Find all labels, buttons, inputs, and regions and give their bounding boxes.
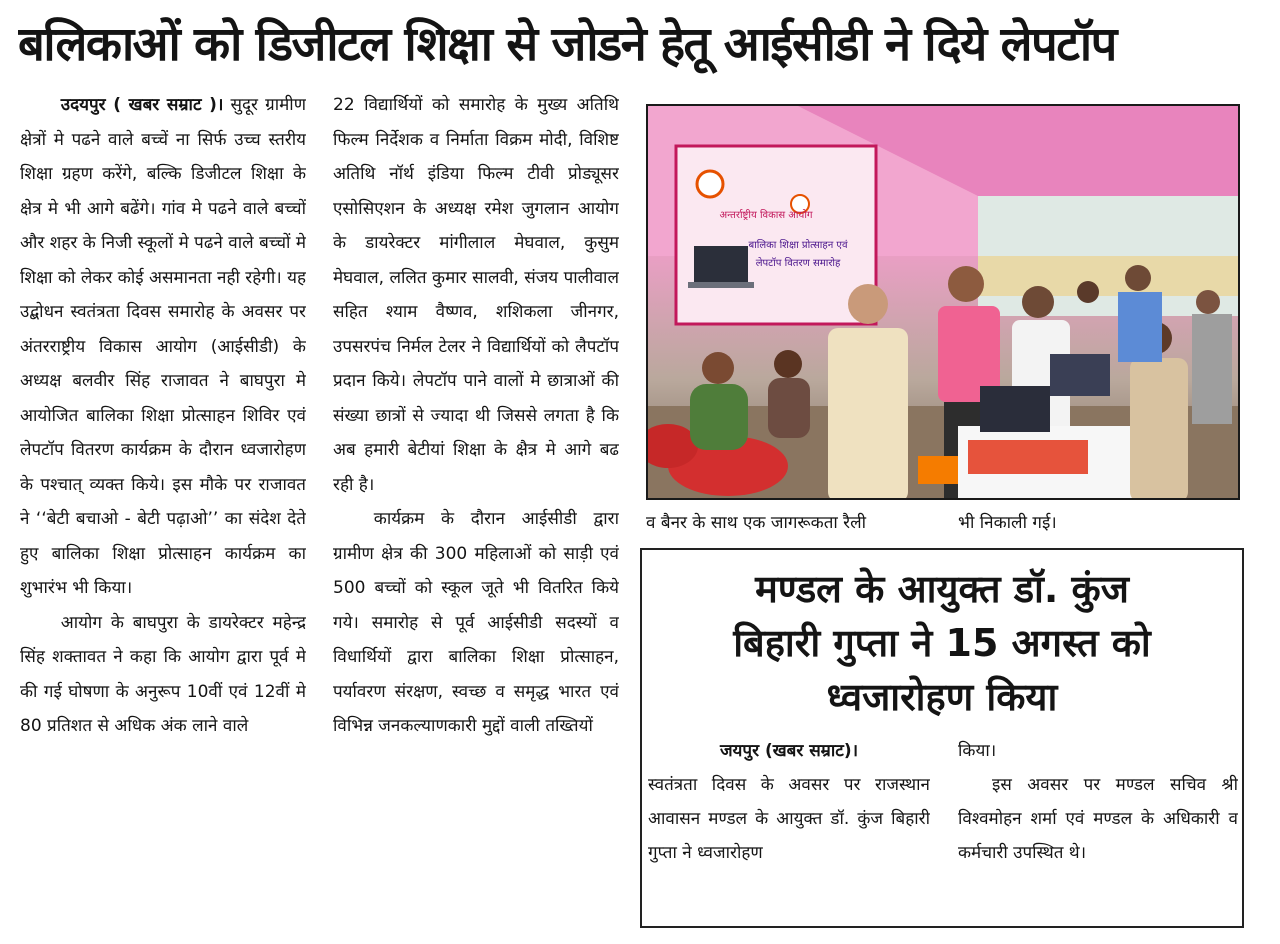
boxed-article	[640, 548, 1244, 928]
boxed-title-line-1: मण्डल के आयुक्त डॉ. कुंज	[755, 567, 1129, 611]
article-paragraph-2: आयोग के बाघपुरा के डायरेक्टर महेन्द्र सिंह शक्तावत ने कहा कि आयोग द्वारा पूर्व मे की गई घोषणा के अनुरूप 10वीं एवं 12वीं मे 80 प्रतिशत से अधिक अंक लाने वाले	[20, 612, 306, 736]
seated-girl-head	[774, 350, 802, 378]
received-laptop	[1050, 354, 1110, 396]
seated-woman-head	[702, 352, 734, 384]
boxed-article-paragraph-3: इस अवसर पर मण्डल सचिव श्री विश्वमोहन शर्मा एवं मण्डल के अधिकारी व कर्मचारी उपस्थित थे।	[958, 775, 1238, 863]
crowd-person-1	[1125, 265, 1151, 291]
boxed-article-column-2	[958, 734, 1238, 924]
banner-logo	[697, 171, 723, 197]
banner-laptop	[694, 246, 748, 282]
caption-continued-right: भी निकाली गई।	[958, 513, 1057, 533]
boxed-article-paragraph-1: स्वतंत्रता दिवस के अवसर पर राजस्थान आवासन मण्डल के आयुक्त डॉ. कुंज बिहारी गुप्ता ने ध्वजारोहण	[648, 775, 930, 863]
boxed-title-line-2: बिहारी गुप्ता ने 15 अगस्त को	[733, 621, 1151, 665]
official-head	[1022, 286, 1054, 318]
crowd-person-2-body	[1192, 314, 1232, 424]
boxed-title-line-3: ध्वजारोहण किया	[826, 675, 1058, 719]
seated-woman-body	[690, 384, 748, 450]
laptop-boxes	[968, 440, 1088, 474]
presenter-head	[948, 266, 984, 302]
crowd-person-3	[1077, 281, 1099, 303]
crowd-person-1-body	[1118, 292, 1162, 362]
laptop-on-table	[980, 386, 1050, 432]
orange-box	[918, 456, 958, 484]
banner-laptop-base	[688, 282, 754, 288]
seated-girl-body	[768, 378, 810, 438]
banner-heading: अन्तर्राष्ट्रीय विकास आयोग	[719, 210, 813, 221]
crowd-person-2	[1196, 290, 1220, 314]
background-building	[978, 256, 1240, 296]
guest-head	[848, 284, 888, 324]
article-column-2	[333, 88, 619, 928]
article-paragraph-1: सुदूर ग्रामीण क्षेत्रों मे पढने वाले बच्चें ना सिर्फ उच्च स्तरीय शिक्षा ग्रहण करेंगे, बल्कि डिजीटल शिक्षा के क्षेत्र मे भी आगे बढेंगे। गांव मे पढने वाले बच्चों और शहर के निजी स्कूलों मे पढने वाले बच्चों मे शिक्षा को लेकर कोई असमानता नही रहेगी। यह उद्बोधन स्वतंत्रता दिवस समारोह के अवसर पर अंतरराष्ट्रीय विकास आयोग (आईसीडी) के अध्यक्ष बलवीर सिंह राजावत ने बाघपुरा मे आयोजित बालिका शिक्षा प्रोत्साहन शिविर एवं लेपटॉप वितरण कार्यक्रम के दौरान ध्वजारोहण के पश्चात् व्यक्त किये। इस मौके पर राजावत ने ‘‘बेटी बचाओ - बेटी पढ़ाओ’’ का संदेश देते हुए बालिका शिक्षा प्रोत्साहन कार्यक्रम का शुभारंभ भी किया।	[20, 95, 306, 598]
article-column-1	[20, 88, 306, 928]
caption-continued-left: व बैनर के साथ एक जागरूकता रैली	[646, 513, 867, 533]
event-photo-illustration	[648, 106, 1240, 500]
event-photo	[646, 104, 1240, 500]
boxed-article-column-1	[648, 734, 930, 924]
headline: बलिकाओं को डिजीटल शिक्षा से जोडने हेतू आईसीडी ने दिये लेपटॉप	[18, 17, 1116, 72]
boxed-article-paragraph-2: किया।	[958, 741, 997, 761]
banner-line-1: बालिका शिक्षा प्रोत्साहन एवं	[748, 240, 848, 251]
boxed-article-title	[642, 562, 1242, 724]
banner-line-2: लेपटॉप वितरण समारोह	[755, 258, 841, 269]
student-uniform	[1130, 358, 1188, 500]
guest-body	[828, 328, 908, 500]
article-paragraph-4: कार्यक्रम के दौरान आईसीडी द्वारा ग्रामीण क्षेत्र की 300 महिलाओं को साड़ी एवं 500 बच्चों को स्कूल जूते भी वितरित किये गये। समारोह से पूर्व आईसीडी सदस्यों व विधार्थियों द्वारा बालिका शिक्षा प्रोत्साहन, पर्यावरण संरक्षण, स्वच्छ व समृद्ध भारत एवं विभिन्न जनकल्याणकारी मुद्दों वाली तख्तियों	[333, 509, 619, 736]
boxed-article-dateline: जयपुर (खबर सम्राट)।	[719, 741, 859, 761]
article-dateline: उदयपुर ( खबर सम्राट )।	[60, 95, 224, 115]
article-paragraph-3: 22 विद्यार्थियों को समारोह के मुख्य अतिथि फिल्म निर्देशक व निर्माता विक्रम मोदी, विशिष्ट अतिथि नॉर्थ इंडिया फिल्म टीवी प्रोड्यूसर एसोसिएशन के अध्यक्ष रमेश जुगलान आयोग के डायरेक्टर मांगीलाल मेघवाल, कुसुम मेघवाल, ललित कुमार सालवी, संजय पालीवाल सहित श्याम वैष्णव, शशिकला जीनगर, उपसरपंच निर्मल टेलर ने विद्यार्थियों को लैपटॉप प्रदान किये। लेपटॉप पाने वालों मे छात्राओं की संख्या छात्रों से ज्यादा थी जिससे लगता है कि अब हमारी बेटीयां शिक्षा के क्षैत्र मे आगे बढ रही है।	[333, 95, 619, 495]
